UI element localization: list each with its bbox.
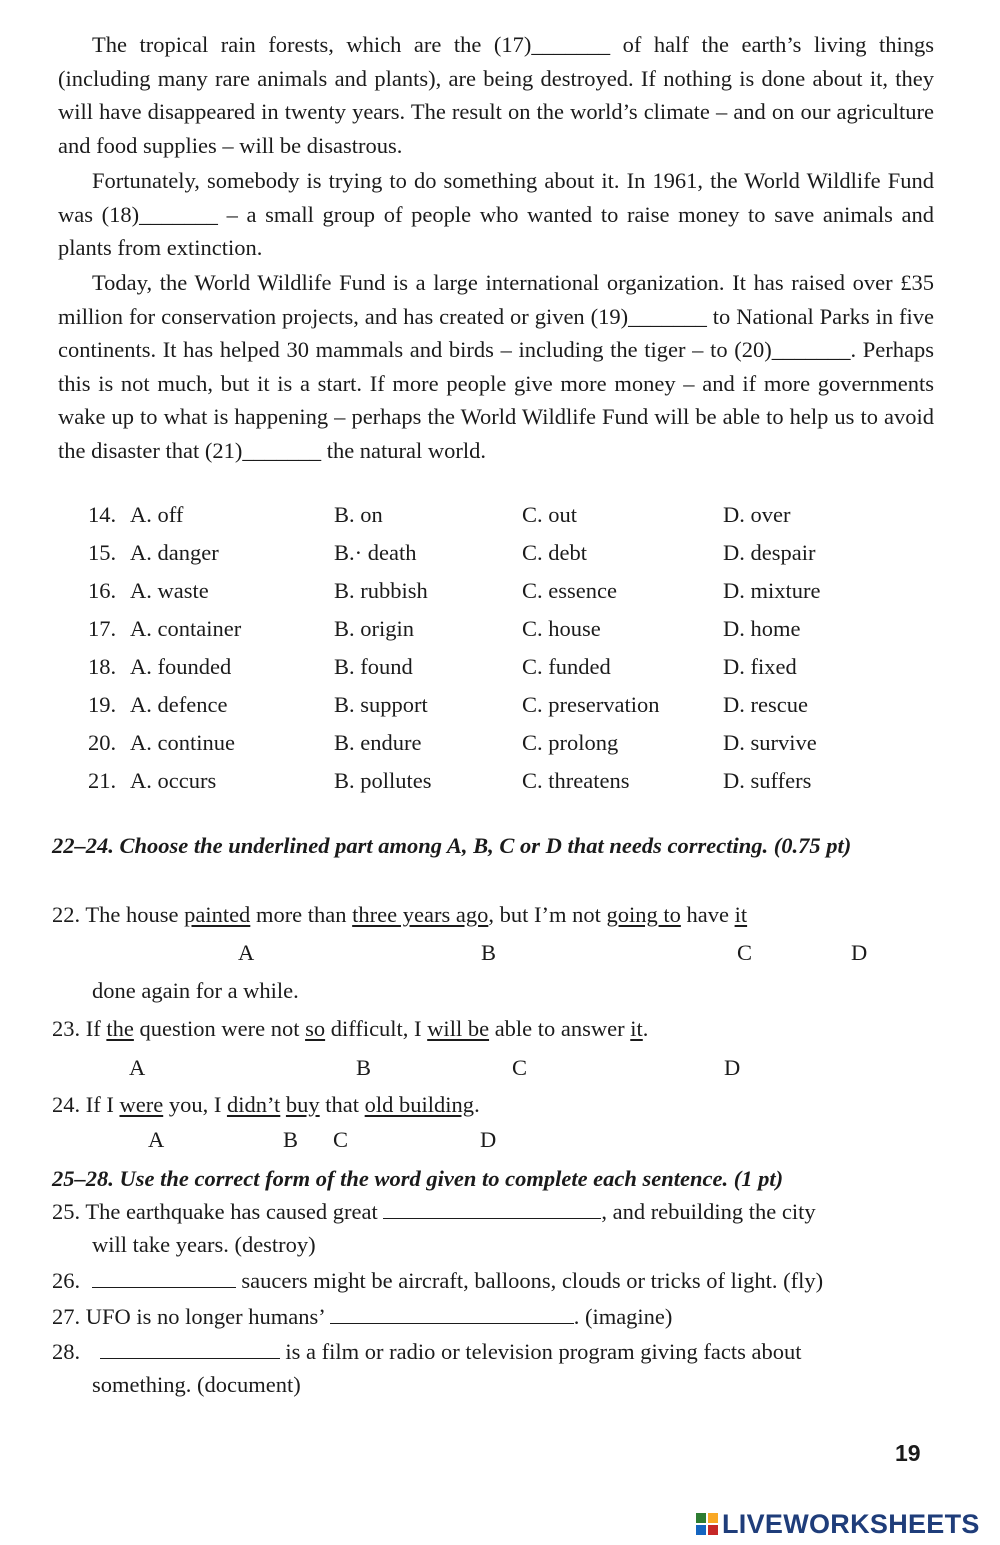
question-number: 22.: [52, 902, 81, 927]
option-row-19: [0, 692, 1000, 726]
question-number: 17.: [88, 616, 117, 641]
question-number: 28.: [52, 1339, 81, 1364]
option-c: C. house: [522, 616, 601, 641]
question-23: [52, 1016, 648, 1042]
section-heading-error-correction: 22–24. Choose the underlined part among A, B, C or D that needs correcting. (0.75 pt): [52, 833, 852, 858]
option-c: C. out: [522, 502, 578, 527]
option-row-18: [0, 654, 1000, 688]
letter-a: A: [238, 940, 255, 965]
letter-d: D: [851, 940, 868, 965]
letter-d: D: [480, 1127, 497, 1152]
question-text: The earthquake has caused great: [85, 1199, 384, 1224]
letter-c: C: [333, 1127, 349, 1152]
question-25: [52, 1199, 816, 1225]
passage-paragraph-2: Fortunately, somebody is trying to do something about it. In 1961, the World Wildlife Fund was (18)_______ – a small group of people who wanted to raise money to save animals and plants from extinction.: [58, 168, 934, 260]
question-text: UFO is no longer humans’: [85, 1304, 330, 1329]
option-a: A. founded: [130, 654, 232, 679]
question-28: [52, 1339, 802, 1365]
page-number: 19: [895, 1440, 921, 1466]
option-a: A. continue: [130, 730, 235, 755]
question-number: 25.: [52, 1199, 81, 1224]
question-27: [52, 1304, 672, 1330]
option-c: C. preservation: [522, 692, 660, 717]
option-row-14: [0, 502, 1000, 536]
option-row-20: [0, 730, 1000, 764]
option-a: A. off: [130, 502, 184, 527]
letter-c: C: [737, 940, 753, 965]
option-a: A. waste: [130, 578, 209, 603]
question-text: question were not: [133, 1016, 306, 1041]
question-text: you, I: [163, 1092, 227, 1117]
passage-paragraph-1: The tropical rain forests, which are the (17)_______ of half the earth’s living things (including many rare animals and plants), are being destroyed. If nothing is done about it, they will have disappeared in twenty years. The result on the world’s climate – and on our agriculture and food supplies – will be disastrous.: [58, 32, 934, 158]
question-22-continuation: done again for a while.: [92, 978, 299, 1003]
question-number: 18.: [88, 654, 117, 679]
option-row-21: [0, 768, 1000, 802]
option-b: B. pollutes: [334, 768, 432, 793]
option-c: C. essence: [522, 578, 617, 603]
letter-b: B: [356, 1055, 372, 1080]
option-a: A. defence: [130, 692, 228, 717]
question-text: , but I’m not: [488, 902, 607, 927]
underlined-part-b: three years ago: [352, 902, 489, 927]
answer-blank-27[interactable]: [330, 1305, 574, 1324]
question-text: If I: [85, 1092, 120, 1117]
question-text: The house: [85, 902, 185, 927]
question-25-continuation: will take years. (destroy): [92, 1232, 316, 1257]
option-b: B. rubbish: [334, 578, 428, 603]
question-text: able to answer: [489, 1016, 631, 1041]
question-number: 16.: [88, 578, 117, 603]
question-number: 24.: [52, 1092, 81, 1117]
question-number: 14.: [88, 502, 117, 527]
underlined-part-d: old building: [364, 1092, 475, 1117]
liveworksheets-logo: [696, 1509, 980, 1539]
option-b: B. found: [334, 654, 413, 679]
underlined-part-c: will be: [427, 1016, 490, 1041]
option-a: A. occurs: [130, 768, 217, 793]
question-text: is a film or radio or television program giving facts about: [279, 1339, 802, 1364]
question-number: 23.: [52, 1016, 81, 1041]
option-b: B. endure: [334, 730, 422, 755]
question-text: have: [680, 902, 735, 927]
option-d: D. fixed: [723, 654, 797, 679]
question-number: 20.: [88, 730, 117, 755]
option-a: A. danger: [130, 540, 219, 565]
underlined-part-a: were: [119, 1092, 164, 1117]
question-text: .: [474, 1092, 480, 1117]
question-text: saucers might be aircraft, balloons, clouds or tricks of light. (fly): [235, 1268, 824, 1293]
question-24: [52, 1092, 480, 1118]
letter-d: D: [724, 1055, 741, 1080]
letter-b: B: [283, 1127, 299, 1152]
question-text: that: [319, 1092, 365, 1117]
option-d: D. survive: [723, 730, 817, 755]
underlined-part-d: it: [630, 1016, 643, 1041]
option-row-17: [0, 616, 1000, 650]
question-number: 26.: [52, 1268, 81, 1293]
option-b: B. support: [334, 692, 428, 717]
letter-b: B: [481, 940, 497, 965]
question-text: , and rebuilding the city: [601, 1199, 816, 1224]
underlined-part-b: so: [305, 1016, 326, 1041]
question-text: . (imagine): [573, 1304, 673, 1329]
option-d: D. despair: [723, 540, 816, 565]
option-b: B. origin: [334, 616, 415, 641]
question-number: 15.: [88, 540, 117, 565]
option-c: C. threatens: [522, 768, 630, 793]
answer-blank-25[interactable]: [383, 1200, 601, 1219]
question-number: 27.: [52, 1304, 81, 1329]
question-number: 21.: [88, 768, 117, 793]
underlined-part-c: going to: [606, 902, 681, 927]
question-text: more than: [250, 902, 353, 927]
option-d: D. suffers: [723, 768, 812, 793]
option-b: B.· death: [334, 540, 417, 565]
option-b: B. on: [334, 502, 383, 527]
question-text: difficult, I: [325, 1016, 428, 1041]
letter-c: C: [512, 1055, 528, 1080]
section-heading-word-form: 25–28. Use the correct form of the word given to complete each sentence. (1 pt): [52, 1166, 784, 1191]
option-c: C. funded: [522, 654, 611, 679]
question-28-continuation: something. (document): [92, 1372, 301, 1397]
underlined-part-a: painted: [184, 902, 251, 927]
underlined-part-d: it: [734, 902, 748, 927]
underlined-part-c: buy: [285, 1092, 320, 1117]
letter-a: A: [148, 1127, 165, 1152]
option-d: D. rescue: [723, 692, 808, 717]
question-text: .: [642, 1016, 649, 1041]
option-c: C. debt: [522, 540, 587, 565]
option-c: C. prolong: [522, 730, 619, 755]
option-row-15: [0, 540, 1000, 574]
question-22: [52, 902, 747, 928]
underlined-part-b: didn’t: [226, 1092, 281, 1117]
brand-name: LIVEWORKSHEETS: [722, 1508, 980, 1539]
question-text: If: [85, 1016, 107, 1041]
option-row-16: [0, 578, 1000, 612]
underlined-part-a: the: [106, 1016, 134, 1041]
option-a: A. container: [130, 616, 242, 641]
question-number: 19.: [88, 692, 117, 717]
option-d: D. mixture: [723, 578, 821, 603]
answer-blank-28[interactable]: [100, 1340, 280, 1359]
option-d: D. over: [723, 502, 791, 527]
liveworksheets-icon: [696, 1513, 718, 1535]
answer-blank-26[interactable]: [92, 1269, 236, 1288]
question-26: [52, 1268, 823, 1294]
letter-a: A: [129, 1055, 146, 1080]
passage-paragraph-3: Today, the World Wildlife Fund is a large international organization. It has raised over £35 million for conservation projects, and has created or given (19)_______ to National Parks in five continents. It has helped 30 mammals and birds – including the tiger – to (20)_______. Perhaps this is not much, but it is a start. If more people give more money – and if more governments wake up to what is happening – perhaps the World Wildlife Fund will be able to help us to avoid the disaster that (21)_______ the natural world.: [58, 270, 934, 463]
option-d: D. home: [723, 616, 801, 641]
